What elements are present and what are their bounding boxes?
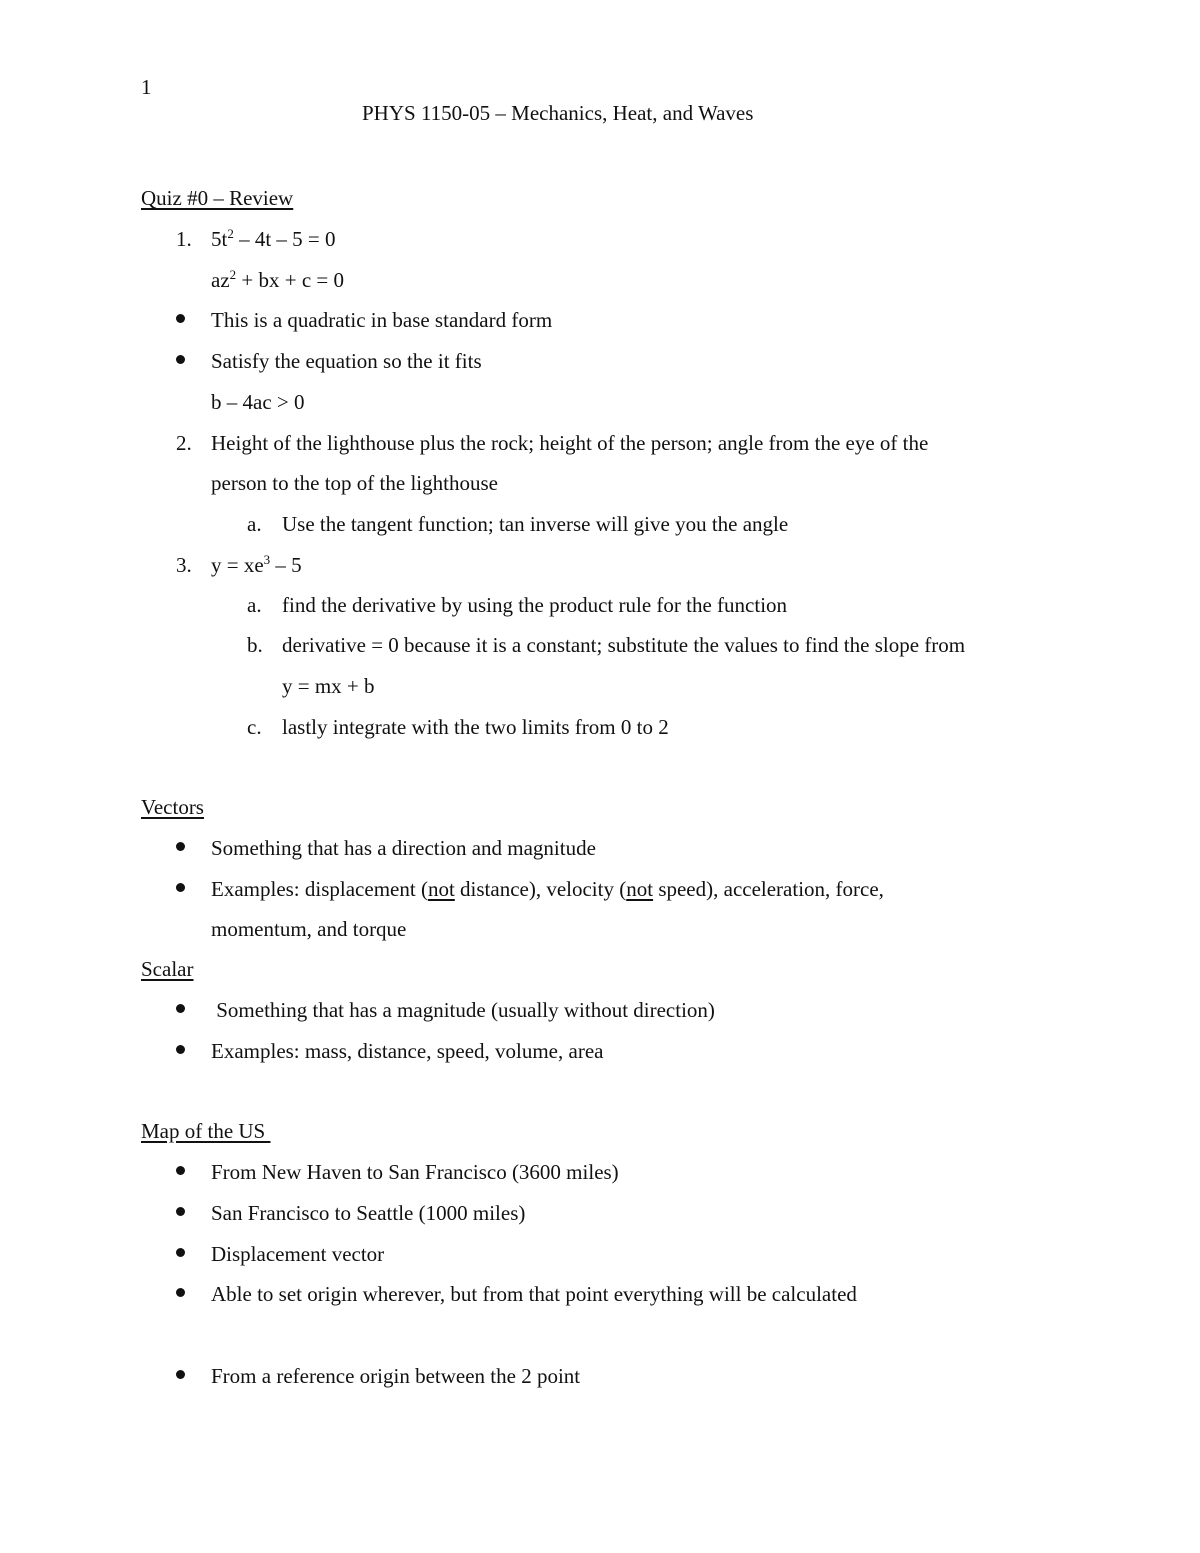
map-bullet-1: From New Haven to San Francisco (3600 miles) xyxy=(211,1160,619,1184)
vectors-b2-not-2: not xyxy=(626,877,654,901)
q3-b-label: b. xyxy=(247,633,263,657)
vectors-bullet-2-line-2: momentum, and torque xyxy=(211,917,407,941)
bullet-icon xyxy=(176,883,185,892)
q3-b-text-line-2: y = mx + b xyxy=(282,674,375,698)
q3-b-text-line-1: derivative = 0 because it is a constant; substitute the values to find the slope from xyxy=(282,633,966,657)
q1-eq-exponent: 2 xyxy=(227,226,234,241)
map-bullet-2: San Francisco to Seattle (1000 miles) xyxy=(211,1201,526,1225)
q1-gen-part-b: + bx + c = 0 xyxy=(236,268,345,292)
q3-a-text: find the derivative by using the product rule for the function xyxy=(282,593,788,617)
bullet-icon xyxy=(176,1288,185,1297)
bullet-icon xyxy=(176,842,185,851)
q1-bullet-2: Satisfy the equation so the it fits xyxy=(211,349,482,373)
vectors-bullet-2 xyxy=(211,876,884,902)
q3-eq-part-b: – 5 xyxy=(270,553,302,577)
map-bullet-3: Displacement vector xyxy=(211,1242,385,1266)
bullet-icon xyxy=(176,1207,185,1216)
q3-a-label: a. xyxy=(247,593,262,617)
q1-equation xyxy=(211,226,336,252)
q3-number: 3. xyxy=(176,553,192,577)
page-title: PHYS 1150-05 – Mechanics, Heat, and Waves xyxy=(362,101,754,125)
scalar-bullet-2: Examples: mass, distance, speed, volume, area xyxy=(211,1039,604,1063)
q3-c-text: lastly integrate with the two limits from 0 to 2 xyxy=(282,715,669,739)
page-number: 1 xyxy=(141,75,152,99)
bullet-icon xyxy=(176,1370,185,1379)
vectors-heading: Vectors xyxy=(141,795,204,819)
q1-bullet-1: This is a quadratic in base standard form xyxy=(211,308,553,332)
bullet-icon xyxy=(176,1045,185,1054)
q1-condition: b – 4ac > 0 xyxy=(211,390,305,414)
vectors-b2-part-2: distance), velocity ( xyxy=(454,877,627,901)
q2-number: 2. xyxy=(176,431,192,455)
q3-eq-exponent: 3 xyxy=(263,552,271,567)
q1-eq-part-a: 5t xyxy=(211,227,228,251)
q1-gen-exponent: 2 xyxy=(229,267,237,282)
q3-equation xyxy=(211,552,302,578)
bullet-icon xyxy=(176,314,185,323)
bullet-icon xyxy=(176,1248,185,1257)
q2-text-line-1: Height of the lighthouse plus the rock; height of the person; angle from the eye of the xyxy=(211,431,929,455)
scalar-bullet-1: Something that has a magnitude (usually without direction) xyxy=(211,998,715,1022)
bullet-icon xyxy=(176,355,185,364)
q2-a-label: a. xyxy=(247,512,262,536)
bullet-icon xyxy=(176,1166,185,1175)
map-bullet-5: From a reference origin between the 2 point xyxy=(211,1364,581,1388)
q1-number: 1. xyxy=(176,227,192,251)
q1-general-form xyxy=(211,267,344,293)
vectors-b2-part-3: speed), acceleration, force, xyxy=(653,877,884,901)
bullet-icon xyxy=(176,1004,185,1013)
q3-c-label: c. xyxy=(247,715,262,739)
q3-eq-part-a: y = xe xyxy=(211,553,264,577)
q2-text-line-2: person to the top of the lighthouse xyxy=(211,471,498,495)
map-heading: Map of the US xyxy=(141,1119,271,1143)
q1-gen-part-a: az xyxy=(211,268,230,292)
map-bullet-4: Able to set origin wherever, but from that point everything will be calculated xyxy=(211,1282,857,1306)
quiz-heading: Quiz #0 – Review xyxy=(141,186,294,210)
vectors-b2-not-1: not xyxy=(427,877,455,901)
q2-a-text: Use the tangent function; tan inverse will give you the angle xyxy=(282,512,789,536)
q1-eq-part-b: – 4t – 5 = 0 xyxy=(233,227,336,251)
vectors-b2-part-1: Examples: displacement ( xyxy=(211,877,428,901)
scalar-heading: Scalar xyxy=(141,957,194,981)
vectors-bullet-1: Something that has a direction and magnitude xyxy=(211,836,596,860)
